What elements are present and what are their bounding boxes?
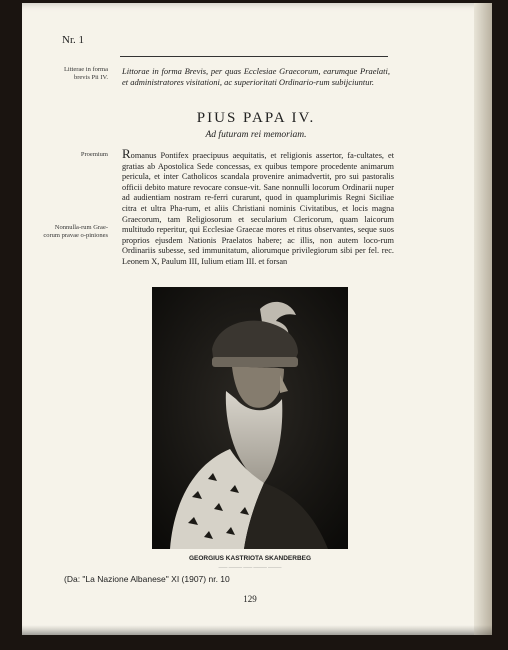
header-rule	[120, 56, 388, 57]
margin-note-litterae: Litterae in forma brevis Pii IV.	[63, 66, 108, 81]
document-title-note: Littorae in forma Brevis, per quas Ecclesiae Graecorum, earumque Praelati, et administratores visitationi, ac superioritati Ordinario-rum subijciuntur.	[122, 66, 390, 87]
body-paragraph	[122, 146, 394, 268]
page-number: 129	[243, 594, 257, 604]
portrait-caption: GEORGIUS KASTRIOTA SKANDERBEG	[188, 555, 312, 562]
portrait-drawing	[152, 287, 348, 549]
margin-note-opiniones: Nonnulla-rum Grae-corum pravae o-piniones	[43, 224, 108, 239]
page-header-number: Nr. 1	[62, 34, 84, 46]
document-heading: PIUS PAPA IV.	[196, 110, 316, 126]
book-spine-shadow	[474, 3, 492, 635]
document-subheading: Ad futuram rei memoriam.	[205, 130, 307, 140]
body-initial: R	[122, 146, 131, 161]
body-text: omanus Pontifex praecipuus aequitatis, et religionis assertor, fa-cultates, et gratias ab Apostolica Sede concessas, ex quibus tempore procedente animarum pericula, et inter Catholicos scandala provenire animadvertit, pro sui pastoralis officii debito mature revocare consue-vit. Sane nonnulli locorum Ordinarii nuper ad audientiam nostram re-ferri curarunt, quod in quamplurimis Regni Siciliae citra et ultra Pha-rum, et aliis Christiani nominis Civitatibus, et locis magna Graecorum, tam Religiosorum et secularium Clericorum, quam laicorum multitudo reperitur, qui Ecclesiae Graecae mores et ritus observantes, seque suos proprios ejusdem Nationis Praelatos habere; ac illis, non autem loco-rum Ordinariis subesse, sed immunitatum, aliorumque privilegiorum sibi per fel. rec. Leonem X, Paulum III, Iulium etiam III. et forsan	[122, 151, 394, 266]
portrait-subcaption: —— ——— —— ——— ———	[218, 564, 282, 569]
margin-note-proemium: Proemium	[80, 151, 108, 158]
portrait-image	[152, 287, 348, 549]
page-bottom-shadow	[22, 625, 492, 635]
source-citation: (Da: "La Nazione Albanese" XI (1907) nr. 10	[64, 574, 230, 584]
